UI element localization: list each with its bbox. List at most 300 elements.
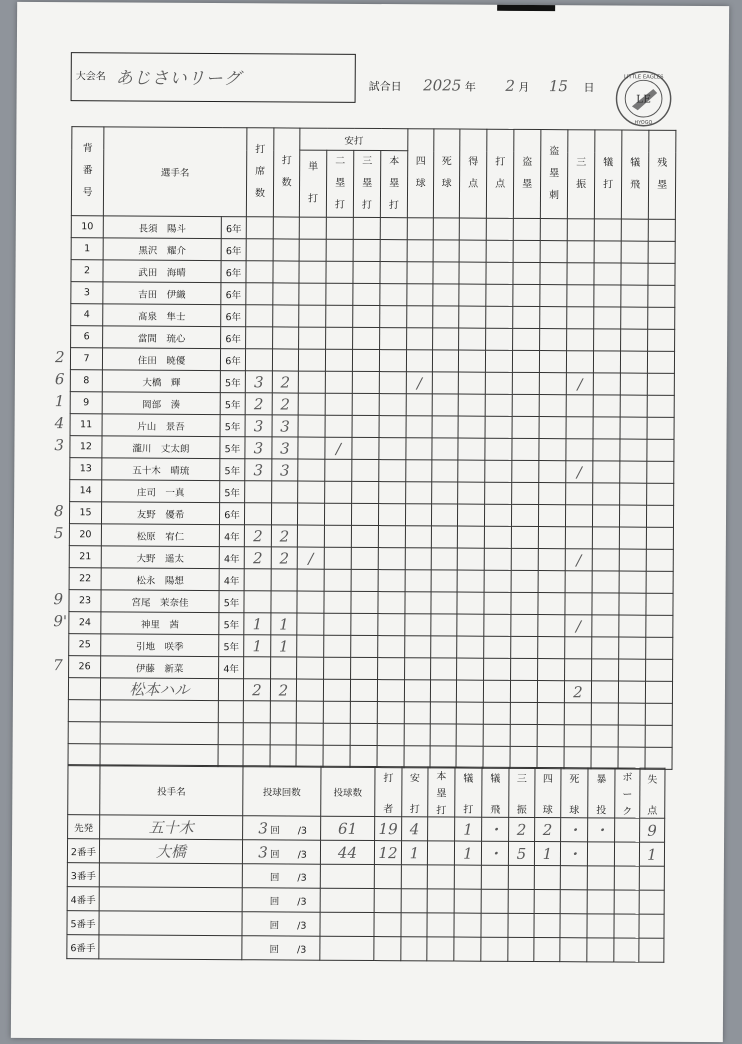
pitch-stat-sf: [481, 865, 508, 889]
player-grade: 5年: [220, 415, 245, 437]
plate-appearances: [246, 283, 273, 305]
player-name: 五十木 晴琉: [102, 458, 220, 481]
player-name: 伊藤 新菜: [101, 656, 219, 679]
pitch-stat-hbp: ・: [560, 842, 587, 866]
empty-cell: [618, 725, 645, 747]
stat-runs: [458, 460, 485, 482]
header-sb: 盗 塁: [513, 129, 541, 218]
stat-single: [297, 503, 324, 525]
pitch-stat-r: [639, 866, 664, 890]
stat-rbi: [484, 592, 511, 614]
stat-lob: [647, 373, 674, 395]
pitch-stat-wp: [587, 890, 614, 914]
stat-runs: [459, 240, 486, 262]
stat-bb: [406, 482, 432, 504]
stat-so: [566, 395, 593, 417]
stat-triple: [352, 415, 379, 437]
stat-cs: [538, 637, 565, 659]
stat-triple: [352, 349, 379, 371]
player-grade: 5年: [220, 371, 245, 393]
uniform-number: 24: [69, 612, 101, 634]
stat-so: [566, 351, 593, 373]
stat-cs: [538, 571, 565, 593]
stat-cs: [539, 373, 566, 395]
empty-cell: [68, 700, 100, 722]
stat-bb: [405, 614, 431, 636]
stat-single: /: [297, 547, 324, 569]
pitch-stat-hr: [428, 817, 455, 841]
pitch-stat-h: [401, 913, 427, 937]
stat-hr: [379, 482, 406, 504]
stat-hr: [378, 570, 405, 592]
pitch-stat-sac: [454, 913, 481, 937]
stat-cs: [540, 307, 567, 329]
svg-text:LE: LE: [636, 92, 652, 106]
header-cs: 盗 塁 刺: [540, 130, 568, 219]
stat-hbp: [431, 570, 457, 592]
stat-sf: [619, 637, 646, 659]
stat-double: [324, 635, 351, 657]
at-bats: [271, 503, 297, 525]
stat-cs: [539, 505, 566, 527]
stat-lob: [646, 527, 673, 549]
stat-runs: [459, 218, 486, 240]
stat-sf: [618, 681, 645, 703]
pitch-stat-bf: [374, 937, 401, 961]
stat-triple: [353, 217, 380, 239]
stat-triple: [352, 437, 379, 459]
empty-cell: [645, 747, 672, 769]
at-bats: [273, 305, 299, 327]
stat-lob: [648, 219, 675, 241]
stat-hr: [380, 306, 407, 328]
stat-hr: [380, 284, 407, 306]
header-balk: ボ ー ク: [615, 768, 640, 818]
stat-runs: [457, 614, 484, 636]
stat-sf: [621, 307, 648, 329]
stat-triple: [351, 503, 378, 525]
pitch-stat-h: 4: [402, 817, 428, 841]
batting-order-mark: 2: [54, 348, 65, 367]
player-name: 住田 暁優: [102, 348, 220, 371]
pitching-table: [66, 764, 665, 963]
stat-bb: [407, 262, 433, 284]
header-hr: 本 塁 打: [380, 151, 407, 218]
table-row: [68, 678, 672, 704]
pitch-stat-bb: [534, 890, 560, 914]
plate-appearances: [246, 305, 273, 327]
stat-sac: [592, 615, 619, 637]
stat-triple: [351, 547, 378, 569]
stat-so: [567, 219, 594, 241]
innings-pitched: [243, 816, 321, 840]
stat-so: [566, 505, 593, 527]
empty-cell: [591, 747, 618, 769]
empty-cell: [243, 701, 270, 723]
stat-rbi: [486, 284, 513, 306]
stat-double: [325, 393, 352, 415]
stat-sac: [593, 505, 620, 527]
stat-sb: [511, 526, 538, 548]
stat-sac: [594, 241, 621, 263]
stat-bb: [405, 592, 431, 614]
stat-bb: [404, 680, 430, 702]
pitcher-name: [99, 887, 242, 912]
stat-so: [567, 329, 594, 351]
stat-single: [299, 305, 326, 327]
pitch-stat-wp: [587, 842, 614, 866]
empty-cell: [243, 745, 270, 767]
out-unit: /3: [297, 920, 307, 932]
player-grade: 5年: [220, 437, 245, 459]
stat-sf: [619, 615, 646, 637]
stat-hbp: [431, 636, 457, 658]
header-innings: 投球回数: [243, 766, 321, 816]
stat-single: [297, 613, 324, 635]
stat-cs: [538, 593, 565, 615]
stat-lob: [647, 483, 674, 505]
player-name: 宮尾 茉奈佳: [101, 590, 219, 613]
stat-sb: [512, 504, 539, 526]
stat-runs: [459, 328, 486, 350]
pitch-stat-so: [508, 865, 534, 889]
empty-cell: [218, 723, 243, 745]
empty-cell: [564, 725, 591, 747]
stat-sac: [593, 395, 620, 417]
batting-order-mark: 4: [54, 414, 65, 433]
stat-single: [297, 635, 324, 657]
batting-order-mark: 8: [54, 502, 64, 521]
stat-lob: [647, 439, 674, 461]
at-bats: [273, 283, 299, 305]
player-name: 武田 海晴: [103, 260, 221, 283]
stat-triple: [351, 591, 378, 613]
stat-sac: [593, 439, 620, 461]
pitcher-slot-header: [68, 765, 100, 815]
stat-sb: [512, 482, 539, 504]
empty-cell: [456, 724, 483, 746]
stat-hbp: [432, 460, 458, 482]
at-bats: 2: [272, 393, 298, 415]
stat-triple: [353, 283, 380, 305]
stat-sac: [593, 373, 620, 395]
uniform-number: [68, 678, 100, 700]
pitch-stat-bk: [614, 890, 639, 914]
empty-cell: [591, 725, 618, 747]
innings-pitched: [242, 840, 320, 864]
stat-rbi: [486, 262, 513, 284]
batting-order-mark: 3: [54, 436, 65, 455]
pitch-count: [320, 864, 374, 888]
uniform-number: 20: [69, 524, 101, 546]
empty-cell: [377, 724, 404, 746]
header-hits: 安打: [300, 128, 408, 151]
stat-lob: [648, 263, 675, 285]
stat-double: [324, 525, 351, 547]
stat-sf: [619, 571, 646, 593]
at-bats: [272, 349, 298, 371]
stat-sb: [512, 460, 539, 482]
header-number: 背 番 号: [71, 127, 104, 216]
plate-appearances: 3: [245, 459, 272, 481]
pitcher-name: [99, 863, 242, 888]
stat-sac: [594, 285, 621, 307]
stat-rbi: [483, 680, 510, 702]
at-bats: 3: [272, 459, 298, 481]
header-hr-allowed: 本 塁 打: [428, 767, 455, 817]
stat-rbi: [485, 482, 512, 504]
pitch-stat-hr: [427, 889, 454, 913]
stat-lob: [646, 659, 673, 681]
innings-value: 3: [258, 842, 268, 861]
header-hit-batters: 死 球: [561, 768, 588, 818]
header-pa: 打 席 数: [246, 128, 274, 217]
stat-double: [324, 591, 351, 613]
stat-double: [325, 415, 352, 437]
stat-single: [298, 415, 325, 437]
pitch-stat-hbp: [560, 938, 587, 962]
batting-order-mark: 1: [54, 392, 65, 411]
pitcher-name: 五十木: [100, 815, 243, 840]
plate-appearances: 3: [245, 371, 272, 393]
stat-single: [297, 569, 324, 591]
uniform-number: 4: [71, 304, 103, 326]
stat-hr: [378, 614, 405, 636]
stat-hbp: [431, 614, 457, 636]
stat-so: 2: [564, 681, 591, 703]
stat-triple: [353, 261, 380, 283]
stat-rbi: [485, 438, 512, 460]
team-logo: [614, 69, 672, 127]
month-label: 月: [518, 80, 530, 94]
stat-so: [566, 439, 593, 461]
pitch-stat-r: [639, 938, 664, 962]
year-value: 2025: [423, 76, 462, 95]
stat-lob: [648, 285, 675, 307]
batting-order-mark: 6: [54, 370, 65, 389]
plate-appearances: 2: [245, 393, 272, 415]
stat-rbi: [485, 372, 512, 394]
stat-triple: [351, 613, 378, 635]
at-bats: [271, 591, 297, 613]
stat-hbp: [432, 504, 458, 526]
plate-appearances: 1: [244, 635, 271, 657]
stat-lob: [645, 681, 672, 703]
stat-hbp: [432, 372, 458, 394]
stat-sb: [511, 636, 538, 658]
stat-hr: [379, 460, 406, 482]
stat-cs: [538, 549, 565, 571]
empty-cell: [537, 747, 564, 769]
stat-bb: [405, 548, 431, 570]
uniform-number: 15: [69, 502, 101, 524]
stat-sac: [591, 681, 618, 703]
stat-runs: [459, 284, 486, 306]
header-so: 三 振: [567, 130, 595, 219]
stat-runs: [459, 262, 486, 284]
pitcher-name: 大橋: [99, 839, 242, 864]
stat-single: [299, 239, 326, 261]
stat-hr: [379, 416, 406, 438]
stat-cs: [540, 263, 567, 285]
pitch-stat-bf: [374, 865, 401, 889]
stat-hr: [379, 372, 406, 394]
stat-triple: [352, 371, 379, 393]
stat-so: [567, 241, 594, 263]
stat-sac: [594, 219, 621, 241]
tournament-box: [71, 52, 356, 103]
stat-hbp: [431, 658, 457, 680]
at-bats: 3: [272, 415, 298, 437]
stat-hbp: [430, 680, 456, 702]
stat-double: [326, 305, 353, 327]
player-grade: 6年: [221, 217, 246, 239]
stat-hbp: [432, 416, 458, 438]
pitch-stat-wp: [587, 866, 614, 890]
stat-sf: [621, 219, 648, 241]
empty-cell: [100, 744, 218, 767]
stat-rbi: [484, 636, 511, 658]
player-grade: 6年: [219, 503, 244, 525]
player-grade: 4年: [219, 657, 244, 679]
player-name: 神里 茜: [101, 612, 219, 635]
pitcher-row: [67, 863, 664, 891]
stat-hr: [379, 350, 406, 372]
stat-hr: [378, 658, 405, 680]
player-grade: 5年: [220, 481, 245, 503]
stat-runs: [457, 570, 484, 592]
stat-cs: [540, 329, 567, 351]
pitch-stat-bk: [614, 938, 639, 962]
stat-sb: [512, 372, 539, 394]
at-bats: [273, 217, 299, 239]
plate-appearances: [245, 481, 272, 503]
player-grade: 6年: [221, 283, 246, 305]
stat-runs: [458, 350, 485, 372]
stat-sf: [619, 659, 646, 681]
stat-sf: [620, 483, 647, 505]
pitch-stat-bk: [615, 818, 640, 842]
stat-triple: [351, 657, 378, 679]
uniform-number: 22: [69, 568, 101, 590]
stat-sf: [621, 329, 648, 351]
stat-sf: [620, 461, 647, 483]
stat-bb: [406, 504, 432, 526]
uniform-number: 21: [69, 546, 101, 568]
stat-lob: [647, 351, 674, 373]
stat-single: [298, 393, 325, 415]
player-name: 髙泉 隼士: [103, 304, 221, 327]
stat-single: [298, 371, 325, 393]
stat-sb: [513, 328, 540, 350]
pitch-stat-bf: [374, 913, 401, 937]
batting-order-mark: 9': [53, 612, 68, 631]
empty-cell: [430, 702, 456, 724]
stat-lob: [647, 461, 674, 483]
stat-bb: [405, 570, 431, 592]
day-value: 15: [548, 77, 569, 96]
pitch-stat-sac: [454, 865, 481, 889]
header-sf-allowed: 犠 飛: [482, 767, 509, 817]
clipboard-clip: [497, 5, 555, 11]
stat-triple: [351, 635, 378, 657]
stat-so: [565, 637, 592, 659]
pitcher-row: [67, 911, 664, 939]
pitch-stat-bb: 1: [534, 842, 560, 866]
stat-double: [324, 569, 351, 591]
plate-appearances: [246, 261, 273, 283]
plate-appearances: [245, 349, 272, 371]
stat-triple: [352, 393, 379, 415]
stat-so: [567, 307, 594, 329]
player-name: 松本ハル: [100, 678, 218, 701]
empty-cell: [483, 724, 510, 746]
empty-cell: [510, 702, 537, 724]
pitch-stat-sac: 1: [455, 817, 482, 841]
player-grade: 5年: [220, 393, 245, 415]
stat-sac: [592, 593, 619, 615]
uniform-number: 2: [71, 260, 103, 282]
empty-cell: [243, 723, 270, 745]
header-hbp: 死 球: [433, 129, 460, 218]
pitcher-slot: 6番手: [67, 935, 99, 959]
stat-hbp: [433, 218, 459, 240]
stat-single: [297, 591, 324, 613]
stat-lob: [647, 417, 674, 439]
pitch-stat-wp: ・: [588, 818, 615, 842]
player-grade: 5年: [219, 591, 244, 613]
empty-cell: [591, 703, 618, 725]
player-name: 庄司 一真: [102, 480, 220, 503]
pitch-stat-so: 2: [509, 817, 535, 841]
plate-appearances: [244, 657, 271, 679]
empty-cell: [296, 723, 323, 745]
stat-double: [326, 217, 353, 239]
pitch-stat-sf: [481, 889, 508, 913]
stat-bb: [407, 218, 433, 240]
empty-cell: [377, 702, 404, 724]
scoresheet-paper: [11, 2, 729, 1042]
empty-cell: [296, 701, 323, 723]
stat-double: [326, 327, 353, 349]
stat-cs: [539, 439, 566, 461]
stat-lob: [648, 329, 675, 351]
stat-cs: [538, 527, 565, 549]
stat-sac: [592, 637, 619, 659]
player-name: 友野 優希: [101, 502, 219, 525]
at-bats: [271, 569, 297, 591]
stat-bb: [406, 438, 432, 460]
empty-cell: [350, 723, 377, 745]
stat-rbi: [486, 328, 513, 350]
stat-sac: [592, 571, 619, 593]
empty-cell: [270, 745, 296, 767]
stat-runs: [458, 372, 485, 394]
pitch-stat-h: [401, 889, 427, 913]
stat-sac: [593, 483, 620, 505]
header-sf: 犠 飛: [621, 130, 649, 219]
month-value: 2: [505, 76, 515, 95]
empty-cell: [323, 701, 350, 723]
stat-single: [299, 283, 326, 305]
pitch-stat-sac: [454, 937, 481, 961]
stat-rbi: [484, 570, 511, 592]
pitch-stat-bb: [534, 938, 560, 962]
plate-appearances: [246, 239, 273, 261]
header-sac-allowed: 犠 打: [455, 767, 482, 817]
pitch-stat-so: [508, 913, 534, 937]
pitch-stat-h: [401, 937, 427, 961]
